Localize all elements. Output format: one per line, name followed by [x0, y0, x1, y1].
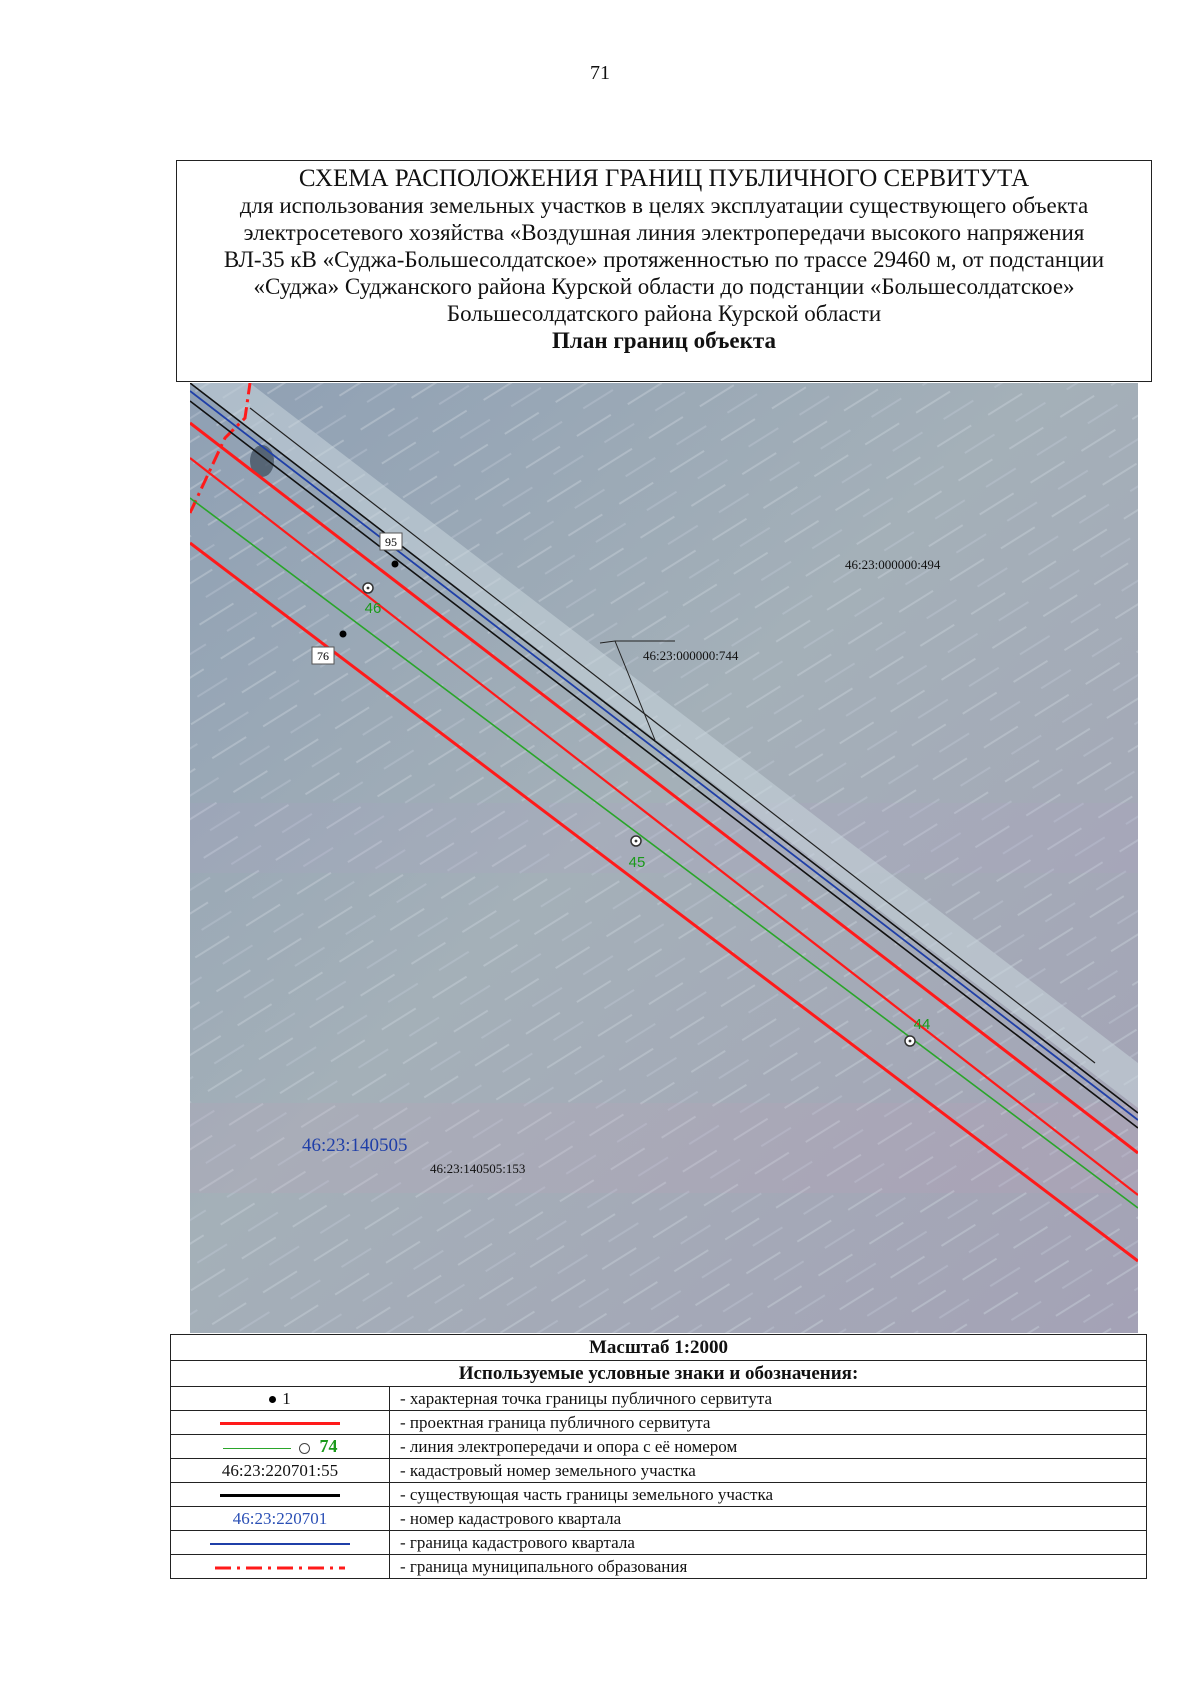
point-label-95: 95 [385, 535, 397, 549]
page-number: 71 [590, 62, 610, 84]
title-line-6: Большесолдатского района Курской области [446, 301, 882, 326]
legend-symbol-parcel-boundary [171, 1483, 390, 1507]
point-label-76: 76 [317, 649, 329, 663]
dash-dot-line-icon [215, 1564, 345, 1572]
boundary-point-76 [340, 631, 347, 638]
legend-row [171, 1411, 1147, 1435]
legend-symbol-servitude [171, 1411, 390, 1435]
legend-symbol-power-line [171, 1435, 390, 1459]
legend-row [171, 1483, 1147, 1507]
parcel-label-744: 46:23:000000:744 [643, 648, 739, 663]
legend-symbol-quarter-number: 46:23:220701 [171, 1507, 390, 1531]
green-line-icon [223, 1448, 291, 1449]
legend-description: - характерная точка границы публичного сервитута [390, 1387, 1147, 1411]
legend-description: - проектная граница публичного сервитута [390, 1411, 1147, 1435]
map-svg [190, 383, 1138, 1333]
support-icon-center [909, 1040, 912, 1043]
title-line-2: для использования земельных участков в целях эксплуатации существующего объекта [239, 193, 1089, 218]
black-line-icon [220, 1494, 340, 1497]
legend-title: Используемые условные знаки и обозначения: [171, 1361, 1147, 1387]
legend-row [171, 1555, 1147, 1579]
legend-row [171, 1531, 1147, 1555]
support-number-45: 45 [628, 854, 646, 871]
legend-row [171, 1459, 1147, 1483]
legend-row [171, 1387, 1147, 1411]
map-view [190, 383, 1138, 1333]
title-line-4: ВЛ-35 кВ «Суджа-Большесолдатское» протяженностью по трассе 29460 м, от подстанции [223, 247, 1105, 272]
support-icon [299, 1443, 310, 1454]
legend-symbol-municipal-boundary [171, 1555, 390, 1579]
title-line-5: «Суджа» Суджанского района Курской области до подстанции «Большесолдатское» [253, 274, 1075, 299]
support-icon-center [367, 587, 370, 590]
title-line-3: электросетевого хозяйства «Воздушная линия электропередачи высокого напряжения [243, 220, 1085, 245]
legend-description: - существующая часть границы земельного участка [390, 1483, 1147, 1507]
support-number-46: 46 [364, 600, 382, 617]
legend-row [171, 1435, 1147, 1459]
legend-description: - линия электропередачи и опора с её номером [390, 1435, 1147, 1459]
point-dot-icon [269, 1396, 276, 1403]
parcel-label-153: 46:23:140505:153 [430, 1161, 526, 1176]
support-number-44: 44 [913, 1016, 931, 1033]
legend-symbol-point [171, 1387, 390, 1411]
legend-table [170, 1334, 1147, 1579]
legend-description: - кадастровый номер земельного участка [390, 1459, 1147, 1483]
scheme-title: СХЕМА РАСПОЛОЖЕНИЯ ГРАНИЦ ПУБЛИЧНОГО СЕРВИТУТА [298, 165, 1030, 192]
title-block [176, 160, 1152, 382]
legend-symbol-text: 1 [282, 1388, 291, 1408]
scale-label: Масштаб 1:2000 [171, 1335, 1147, 1361]
parcel-label-494: 46:23:000000:494 [845, 557, 941, 572]
legend-description: - номер кадастрового квартала [390, 1507, 1147, 1531]
legend-symbol-parcel-number: 46:23:220701:55 [171, 1459, 390, 1483]
plan-title: План границ объекта [552, 328, 776, 353]
legend-row [171, 1507, 1147, 1531]
quarter-label: 46:23:140505 [302, 1135, 408, 1156]
boundary-point-95 [392, 561, 399, 568]
legend-description: - граница кадастрового квартала [390, 1531, 1147, 1555]
blue-line-icon [210, 1543, 350, 1545]
red-line-icon [220, 1422, 340, 1425]
legend-symbol-text: 74 [319, 1436, 338, 1456]
imagery-band [190, 803, 1138, 873]
legend-symbol-quarter-boundary [171, 1531, 390, 1555]
legend-description: - граница муниципального образования [390, 1555, 1147, 1579]
support-icon-center [635, 840, 638, 843]
